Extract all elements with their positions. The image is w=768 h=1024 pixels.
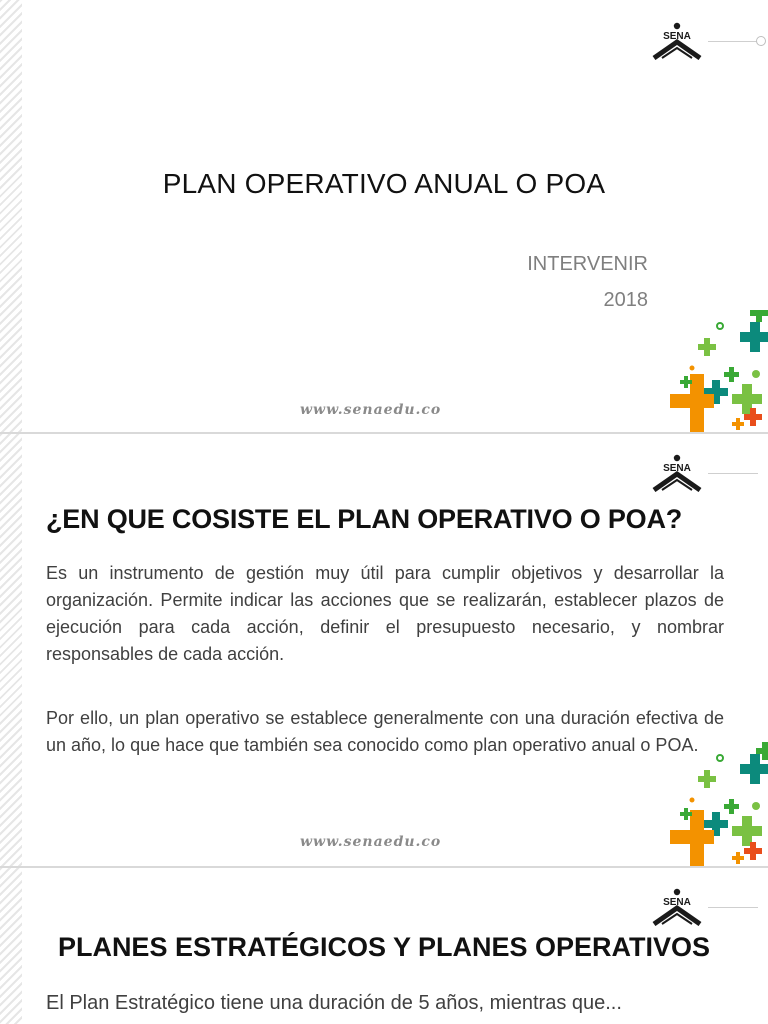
website-text: www.senaedu.co bbox=[300, 834, 442, 850]
logo-dot bbox=[756, 36, 766, 46]
decorative-crosses-icon bbox=[640, 742, 768, 866]
slide-border bbox=[0, 434, 22, 866]
sena-logo-icon bbox=[648, 454, 706, 492]
logo-text: SENA bbox=[663, 463, 691, 474]
slide-1 bbox=[0, 0, 768, 432]
logo-text: SENA bbox=[663, 897, 691, 908]
slide-title: PLANES ESTRATÉGICOS Y PLANES OPERATIVOS bbox=[57, 932, 711, 962]
slide-border bbox=[0, 0, 22, 432]
subtitle-line1: INTERVENIR bbox=[527, 253, 648, 275]
decorative-crosses-icon bbox=[640, 310, 768, 432]
logo-line bbox=[708, 473, 758, 474]
website-text: www.senaedu.co bbox=[300, 402, 442, 418]
slide-3 bbox=[0, 868, 768, 1024]
sena-logo-icon bbox=[648, 888, 706, 926]
slide-title: PLAN OPERATIVO ANUAL O POA bbox=[162, 168, 606, 199]
subtitle-line2: 2018 bbox=[603, 289, 648, 311]
paragraph-1: Es un instrumento de gestión muy útil para cumplir objetivos y desarrollar la organización. Permite indicar las acciones que se realizarán, establecer plazos de ejecución para cada acción, definir el presupuesto necesario, y nombrar responsables de cada acción. bbox=[46, 563, 724, 664]
logo-text: SENA bbox=[663, 31, 691, 42]
paragraph-2: Por ello, un plan operativo se establece generalmente con una duración efectiva de un año, lo que hace que también sea conocido como plan operativo anual o POA. bbox=[46, 708, 724, 755]
logo-line bbox=[708, 907, 758, 908]
slide-title: ¿EN QUE COSISTE EL PLAN OPERATIVO O POA? bbox=[46, 504, 683, 534]
sena-logo-icon bbox=[648, 22, 706, 60]
paragraph: El Plan Estratégico tiene una duración de 5 años, mientras que... bbox=[46, 992, 622, 1014]
logo-line bbox=[708, 41, 758, 42]
slide-2 bbox=[0, 434, 768, 866]
